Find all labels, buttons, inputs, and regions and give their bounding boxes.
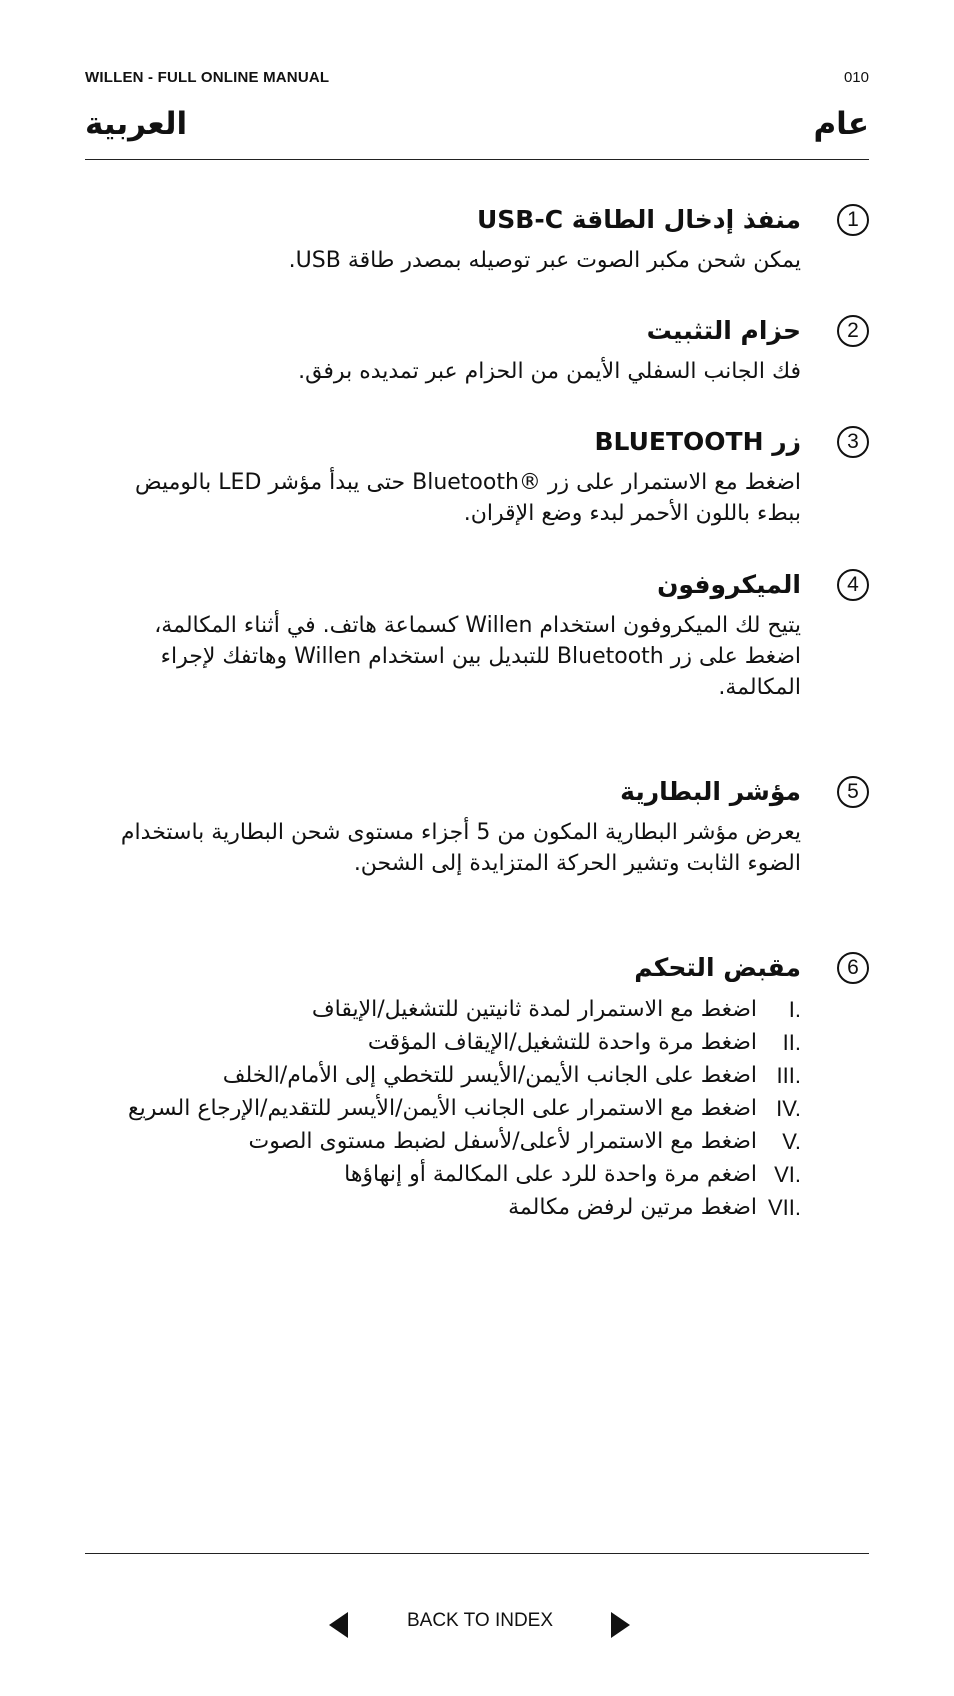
manual-title: WILLEN - FULL ONLINE MANUAL — [85, 69, 330, 86]
step-number: V. — [782, 1129, 801, 1154]
step-text: اضغط مع الاستمرار لمدة ثانيتين للتشغيل/الإيقاف — [311, 997, 757, 1022]
feature-description: فك الجانب السفلي الأيمن من الحزام عبر تمديده برفق. — [298, 359, 801, 384]
item-number-badge: 2 — [837, 315, 869, 347]
step-number: II. — [782, 1030, 801, 1055]
header-divider — [85, 159, 869, 160]
item-number-badge: 5 — [837, 776, 869, 808]
feature-title: مؤشر البطارية — [620, 777, 801, 806]
section-title: عام — [813, 106, 869, 142]
feature-description: يتيح لك الميكروفون استخدام Willen كسماعة هاتف. في أثناء المكالمة، اضغط على زر Bluetooth للتبديل بين استخدام Willen وهاتفك لإجراء المكالمة. — [154, 613, 801, 700]
list-item — [100, 1158, 801, 1191]
step-number: III. — [776, 1063, 801, 1088]
step-text: اضغط على الجانب الأيمن/الأيسر للتخطي إلى الأمام/الخلف — [222, 1063, 757, 1088]
feature-description: يعرض مؤشر البطارية المكون من 5 أجزاء مستوى شحن البطارية باستخدام الضوء الثابت وتشير الحركة المتزايدة إلى الشحن. — [120, 820, 801, 876]
item-number-badge: 6 — [837, 952, 869, 984]
feature-title: مقبض التحكم — [634, 953, 801, 982]
step-number: IV. — [776, 1096, 801, 1121]
list-item — [100, 1026, 801, 1059]
feature-title: منفذ إدخال الطاقة USB-C — [476, 205, 801, 234]
feature-title: زر BLUETOOTH — [594, 427, 801, 456]
item-number-badge: 4 — [837, 569, 869, 601]
previous-page-arrow-icon[interactable] — [329, 1612, 348, 1638]
step-text: اضغط مع الاستمرار لأعلى/لأسفل لضبط مستوى الصوت — [248, 1129, 757, 1154]
list-item — [100, 993, 801, 1026]
page-navigation — [0, 1604, 954, 1644]
step-text: اضغم مرة واحدة للرد على المكالمة أو إنهاؤها — [344, 1162, 757, 1187]
feature-description: اضغط مع الاستمرار على زر ®Bluetooth حتى يبدأ مؤشر LED بالوميض ببطء باللون الأحمر لبدء وضع الإقران. — [135, 470, 801, 526]
list-item — [100, 1125, 801, 1158]
language-title: العربية — [85, 106, 188, 142]
feature-title: الميكروفون — [657, 570, 801, 599]
feature-description: يمكن شحن مكبر الصوت عبر توصيله بمصدر طاقة USB. — [288, 248, 801, 273]
list-item — [100, 1059, 801, 1092]
list-item — [100, 1092, 801, 1125]
list-item — [100, 1191, 801, 1224]
step-text: اضغط مرتين لرفض مكالمة — [508, 1195, 757, 1220]
item-number-badge: 1 — [837, 204, 869, 236]
page-number: 010 — [843, 69, 869, 86]
footer-divider — [85, 1553, 869, 1554]
step-text: اضغط مرة واحدة للتشغيل/الإيقاف المؤقت — [367, 1030, 757, 1055]
feature-title: حزام التثبيت — [646, 316, 801, 345]
step-number: I. — [788, 997, 801, 1022]
step-number: VI. — [774, 1162, 801, 1187]
next-page-arrow-icon[interactable] — [611, 1612, 630, 1638]
step-text: اضغط مع الاستمرار على الجانب الأيمن/الأيسر للتقديم/الإرجاع السريع — [127, 1096, 757, 1121]
item-number-badge: 3 — [837, 426, 869, 458]
control-steps-list — [100, 993, 801, 1224]
back-to-index-link[interactable]: BACK TO INDEX — [406, 1610, 554, 1631]
step-number: VII. — [767, 1195, 801, 1220]
